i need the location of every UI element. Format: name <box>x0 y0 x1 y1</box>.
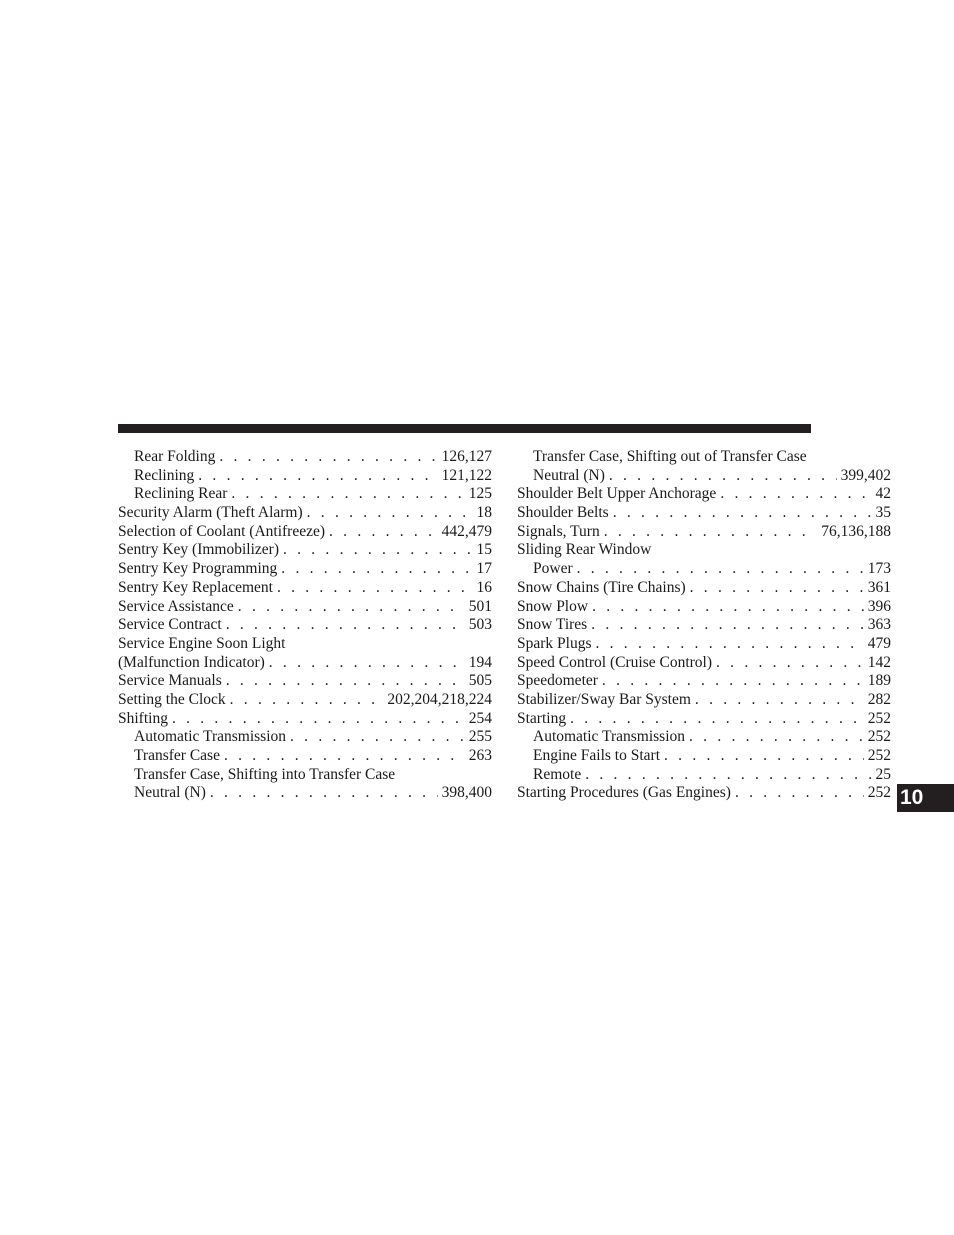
index-page-refs: 255 <box>468 728 492 746</box>
index-entry <box>517 541 891 560</box>
index-term: Sentry Key (Immobilizer) <box>118 541 279 559</box>
index-entry <box>517 467 891 486</box>
dot-leader <box>329 523 438 542</box>
index-term: Security Alarm (Theft Alarm) <box>118 504 303 522</box>
index-column-left <box>118 448 492 803</box>
index-term: Service Assistance <box>118 597 234 615</box>
dot-leader <box>695 691 864 710</box>
index-page-refs: 254 <box>468 709 492 727</box>
index-page-refs: 252 <box>867 709 891 727</box>
index-entry <box>118 616 492 635</box>
dot-leader <box>231 485 464 504</box>
dot-leader <box>172 710 465 729</box>
index-entry <box>118 523 492 542</box>
index-column-right <box>517 448 891 803</box>
index-page-refs: 18 <box>476 504 492 522</box>
index-page-refs: 142 <box>867 653 891 671</box>
index-term: Snow Plow <box>517 597 589 615</box>
index-entry <box>118 579 492 598</box>
index-page-refs: 282 <box>867 690 891 708</box>
dot-leader <box>613 504 872 523</box>
dot-leader <box>591 616 864 635</box>
index-page-refs: 189 <box>867 672 891 690</box>
index-term: Signals, Turn <box>517 522 600 540</box>
index-term: Snow Tires <box>517 616 588 634</box>
index-entry <box>118 504 492 523</box>
index-entry <box>517 710 891 729</box>
index-entry <box>118 747 492 766</box>
dot-leader <box>198 467 437 486</box>
index-entry <box>517 598 891 617</box>
index-entry <box>118 766 492 785</box>
index-page-refs: 76,136,188 <box>821 522 891 540</box>
index-page-refs: 479 <box>867 634 891 652</box>
dot-leader <box>592 598 864 617</box>
index-page-refs: 252 <box>867 784 891 802</box>
dot-leader <box>577 560 864 579</box>
dot-leader <box>283 541 473 560</box>
index-entry <box>517 728 891 747</box>
index-entry <box>118 691 492 710</box>
index-term: Snow Chains (Tire Chains) <box>517 578 686 596</box>
index-page-refs: 503 <box>468 616 492 634</box>
dot-leader <box>226 616 465 635</box>
index-page-refs: 126,127 <box>441 448 492 465</box>
dot-leader <box>219 448 437 467</box>
index-page-refs: 505 <box>468 672 492 690</box>
index-page-refs: 25 <box>875 765 891 783</box>
index-entry <box>118 710 492 729</box>
index-entry <box>118 654 492 673</box>
index-entry <box>118 448 492 467</box>
index-entry <box>517 766 891 785</box>
index-page-refs: 17 <box>476 560 492 578</box>
index-entry <box>517 448 891 467</box>
dot-leader <box>716 654 864 673</box>
index-term: Shoulder Belt Upper Anchorage <box>517 485 717 503</box>
dot-leader <box>690 579 864 598</box>
dot-leader <box>226 672 465 691</box>
index-term: Shoulder Belts <box>517 504 609 522</box>
index-entry <box>118 672 492 691</box>
index-term: Starting <box>517 709 567 727</box>
index-entry <box>517 635 891 654</box>
index-page-refs: 501 <box>468 597 492 615</box>
index-term: Starting Procedures (Gas Engines) <box>517 784 731 802</box>
dot-leader <box>689 728 864 747</box>
index-page-refs: 15 <box>476 541 492 559</box>
index-term: Transfer Case, Shifting into Transfer Case <box>134 765 396 783</box>
index-term: Service Engine Soon Light <box>118 634 286 652</box>
dot-leader <box>602 672 864 691</box>
chapter-tab: 10 <box>897 784 954 812</box>
index-term: Stabilizer/Sway Bar System <box>517 690 691 708</box>
index-term: Neutral (N) <box>134 784 206 802</box>
dot-leader <box>570 710 864 729</box>
index-entry <box>118 541 492 560</box>
dot-leader <box>290 728 465 747</box>
dot-leader <box>277 579 473 598</box>
index-entry <box>517 654 891 673</box>
index-term: Neutral (N) <box>533 466 605 484</box>
dot-leader <box>664 747 864 766</box>
index-entry <box>517 784 891 803</box>
index-entry <box>118 598 492 617</box>
index-entry <box>118 728 492 747</box>
index-term: Remote <box>533 765 582 783</box>
index-entry <box>118 784 492 803</box>
index-entry <box>517 579 891 598</box>
index-page-refs: 252 <box>867 728 891 746</box>
index-entry <box>517 616 891 635</box>
dot-leader <box>210 784 438 803</box>
index-term: Sliding Rear Window <box>517 541 652 559</box>
index-page-refs: 173 <box>867 560 891 578</box>
index-term: Rear Folding <box>134 448 216 465</box>
index-page-refs: 194 <box>468 653 492 671</box>
index-page-refs: 35 <box>875 504 891 522</box>
index-page-refs: 396 <box>867 597 891 615</box>
index-page-refs: 363 <box>867 616 891 634</box>
index-term: Transfer Case, Shifting out of Transfer Case <box>533 448 807 465</box>
dot-leader <box>281 560 472 579</box>
index-term: Sentry Key Replacement <box>118 578 273 596</box>
dot-leader <box>307 504 473 523</box>
index-entry <box>517 560 891 579</box>
index-term: Transfer Case <box>134 747 220 764</box>
dot-leader <box>604 523 818 542</box>
index-entry <box>517 523 891 542</box>
index-term: Automatic Transmission <box>533 728 686 746</box>
dot-leader <box>596 635 864 654</box>
index-page-refs: 202,204,218,224 <box>387 690 492 708</box>
index-term: Service Contract <box>118 616 222 634</box>
index-entry <box>118 485 492 504</box>
index-entry <box>517 747 891 766</box>
index-page-refs: 121,122 <box>441 466 492 484</box>
dot-leader <box>238 598 465 617</box>
index-term: Speedometer <box>517 672 598 690</box>
index-page-refs: 263 <box>468 747 492 764</box>
index-entry <box>517 672 891 691</box>
index-entry <box>118 560 492 579</box>
index-term: Sentry Key Programming <box>118 560 278 578</box>
index-term: Setting the Clock <box>118 690 226 708</box>
index-page-refs: 125 <box>468 485 492 503</box>
index-term: Service Manuals <box>118 672 222 690</box>
index-page-refs: 16 <box>476 578 492 596</box>
index-term: Shifting <box>118 709 168 727</box>
index-entry <box>517 504 891 523</box>
dot-leader <box>224 747 465 766</box>
dot-leader <box>720 485 871 504</box>
index-term: (Malfunction Indicator) <box>118 653 265 671</box>
index-entry <box>517 485 891 504</box>
dot-leader <box>585 766 871 785</box>
index-page-refs: 252 <box>867 747 891 764</box>
index-entry <box>118 467 492 486</box>
index-term: Reclining <box>134 466 195 484</box>
index-term: Selection of Coolant (Antifreeze) <box>118 522 326 540</box>
index-term: Spark Plugs <box>517 634 592 652</box>
index-entry <box>517 691 891 710</box>
index-term: Reclining Rear <box>134 485 228 503</box>
index-page-refs: 399,402 <box>840 466 891 484</box>
dot-leader <box>609 467 837 486</box>
index-term: Speed Control (Cruise Control) <box>517 653 713 671</box>
index-page-refs: 398,400 <box>441 784 492 802</box>
index-page-refs: 442,479 <box>441 522 492 540</box>
index-page-refs: 42 <box>875 485 891 503</box>
index-term: Power <box>533 560 573 578</box>
dot-leader <box>735 784 864 803</box>
index-term: Automatic Transmission <box>134 728 287 746</box>
header-rule <box>118 424 811 433</box>
index-page-refs: 361 <box>867 578 891 596</box>
dot-leader <box>269 654 465 673</box>
dot-leader <box>230 691 384 710</box>
index-entry <box>118 635 492 654</box>
index-term: Engine Fails to Start <box>533 747 661 764</box>
